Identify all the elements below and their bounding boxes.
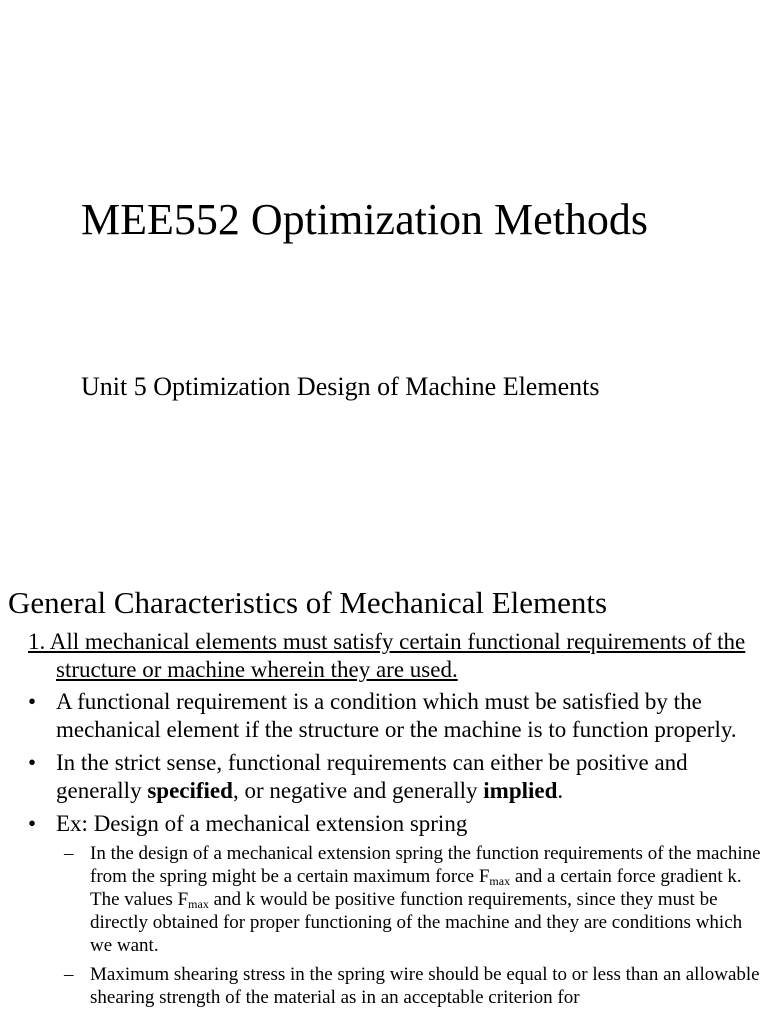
sub-item	[64, 842, 764, 957]
bullet-text: A functional requirement is a condition which must be satisfied by the mechanical element if the structure or the machine is to function properly.	[56, 689, 737, 742]
bullet-text-part: In the strict sense, functional requirements can either be positive and generally	[56, 750, 688, 803]
slide-heading: General Characteristics of Mechanical Elements	[8, 585, 608, 620]
sub-list	[56, 842, 764, 1009]
bullet-item	[28, 749, 764, 805]
sub-item	[64, 963, 764, 1009]
numbered-item: 1. All mechanical elements must satisfy certain functional requirements of the structure or machine wherein they are used.	[28, 629, 746, 682]
bullet-list	[28, 688, 764, 1015]
bullet-icon: •	[28, 689, 37, 714]
sub-item-text	[90, 843, 761, 956]
bullet-icon: •	[28, 750, 37, 775]
sub-text-part: and k would be positive function requirements, since they must be directly obtained for proper functioning of the machine and they are conditions which we want.	[90, 889, 743, 956]
subscript: max	[188, 897, 209, 911]
bold-term: specified	[147, 778, 233, 803]
bullet-text	[56, 750, 688, 803]
dash-icon: –	[64, 843, 74, 864]
bullet-item	[28, 810, 764, 1009]
sub-text-part: and a certain force gradient k. The values F	[90, 866, 742, 910]
bullet-text-part: , or negative and generally	[232, 778, 484, 803]
slide-subtitle: Unit 5 Optimization Design of Machine Elements	[81, 372, 600, 401]
dash-icon: –	[64, 964, 74, 985]
sub-item-text: Maximum shearing stress in the spring wire should be equal to or less than an allowable shearing strength of the material as in an acceptable criterion for	[90, 964, 760, 1008]
bullet-icon: •	[28, 811, 37, 836]
slide-title: MEE552 Optimization Methods	[81, 195, 649, 244]
bullet-text: Ex: Design of a mechanical extension spring	[56, 811, 468, 836]
sub-text-part: In the design of a mechanical extension spring the function requirements of the machine from the spring might be a certain maximum force F	[90, 843, 761, 887]
subscript: max	[489, 874, 511, 888]
bullet-text-part: .	[557, 778, 564, 803]
content-slide	[0, 576, 768, 1024]
bold-term: implied	[483, 778, 558, 803]
bullet-item	[28, 688, 764, 744]
